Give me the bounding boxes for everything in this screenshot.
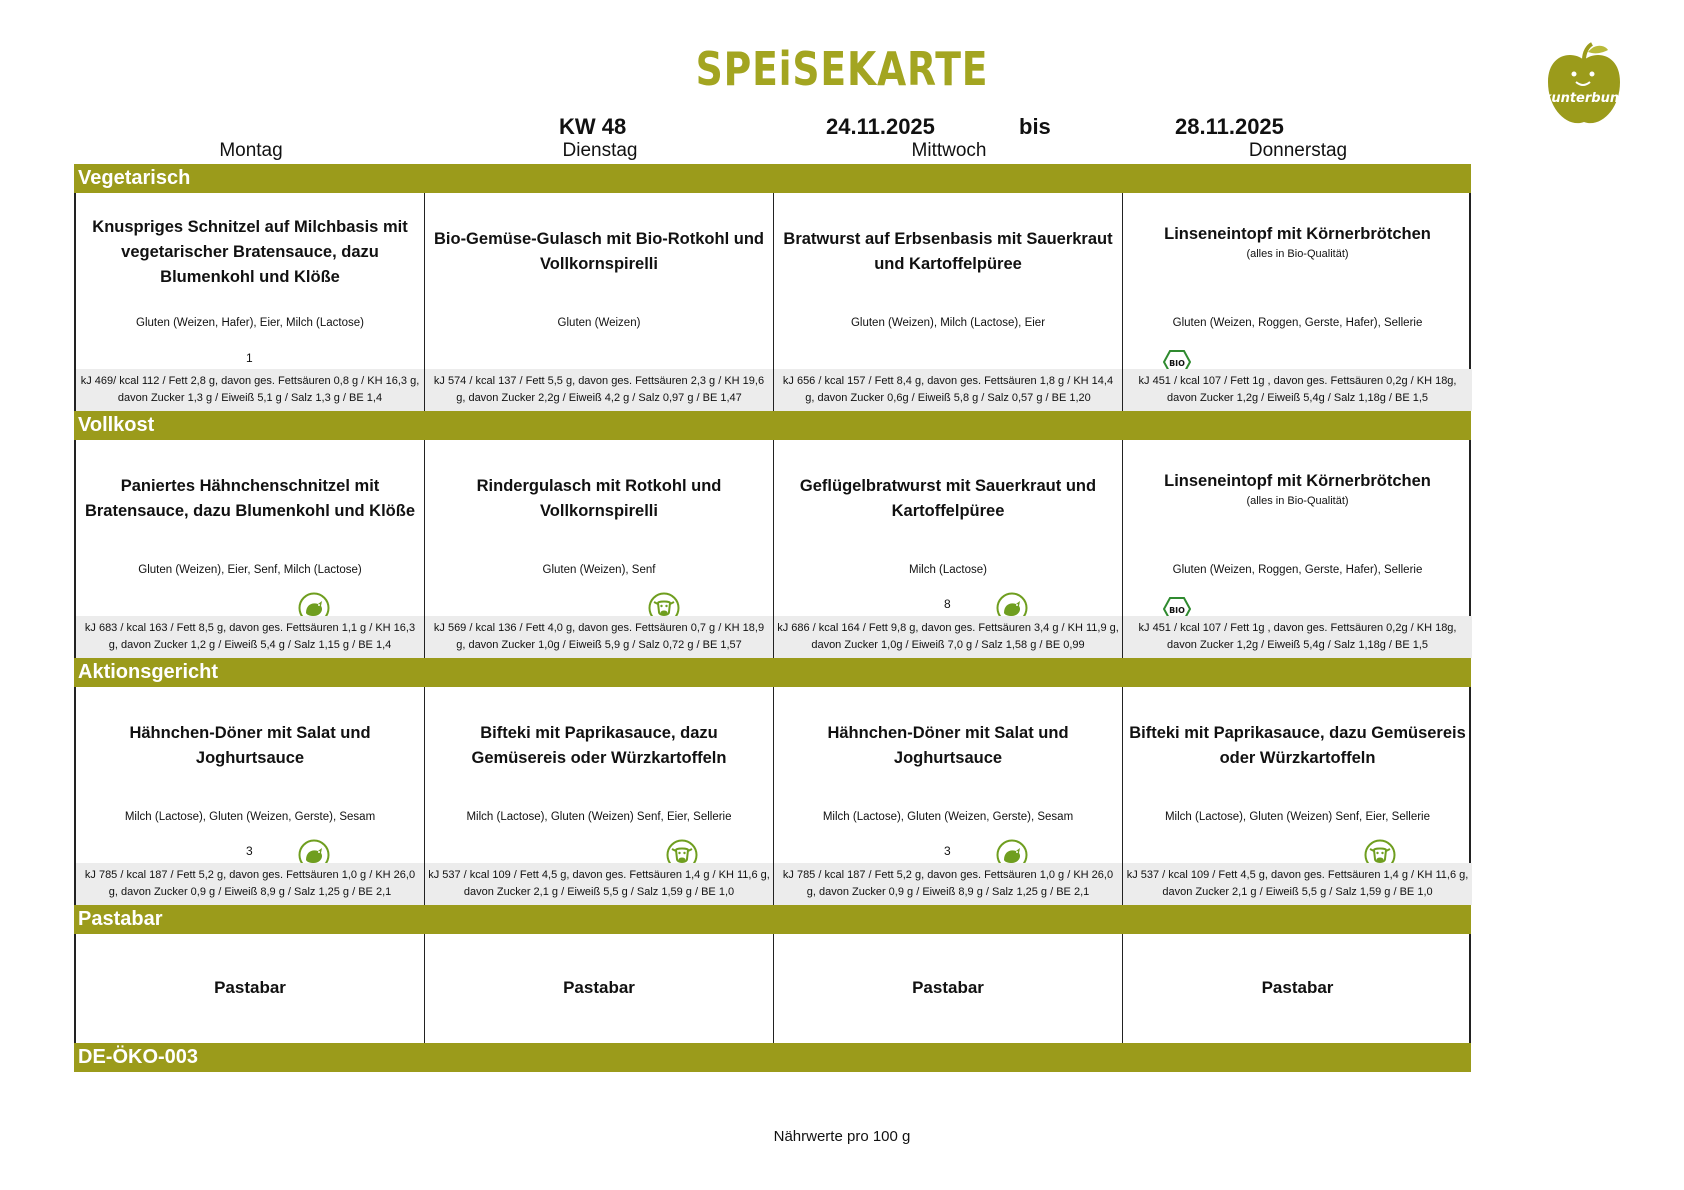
nutrition-info: kJ 785 / kcal 187 / Fett 5,2 g, davon ges. Fettsäuren 1,0 g / KH 26,0 g, davon Zucker 0,9 g / Eiweiß 8,9 g / Salz 1,25 g / BE 2,1 xyxy=(76,863,424,905)
category-vollkost: Vollkost xyxy=(74,411,1471,440)
menu-cell xyxy=(774,193,1123,411)
dish-name: Bifteki mit Paprikasauce, dazu Gemüsereis oder Würzkartoffeln xyxy=(471,724,727,767)
day-label-montag: Montag xyxy=(219,140,283,161)
allergens: Gluten (Weizen, Hafer), Eier, Milch (Lactose) xyxy=(136,317,364,329)
dish-name: Hähnchen-Döner mit Salat und Joghurtsauce xyxy=(129,724,371,767)
menu-cell xyxy=(76,934,425,1043)
menu-cell xyxy=(425,193,774,411)
nutrition-info: kJ 537 / kcal 109 / Fett 4,5 g, davon ges. Fettsäuren 1,4 g / KH 11,6 g, davon Zucker 2,1 g / Eiweiß 5,5 g / Salz 1,59 g / BE 1,0 xyxy=(425,863,773,905)
date-separator: bis xyxy=(1019,114,1051,139)
allergens: Gluten (Weizen, Roggen, Gerste, Hafer), Sellerie xyxy=(1172,564,1423,576)
dish-name: Pastabar xyxy=(912,978,984,997)
menu-cell xyxy=(1123,687,1472,905)
additive-number: 1 xyxy=(246,351,253,365)
bio-seal-text: BIO xyxy=(1169,359,1185,368)
additive-number: 8 xyxy=(944,597,951,611)
day-label-dienstag: Dienstag xyxy=(562,140,638,161)
apple-logo xyxy=(1542,42,1626,132)
certification-bar: DE-ÖKO-003 xyxy=(74,1043,1471,1072)
footer-note: Nährwerte pro 100 g xyxy=(773,1128,911,1145)
nutrition-info: kJ 569 / kcal 136 / Fett 4,0 g, davon ges. Fettsäuren 0,7 g / KH 18,9 g, davon Zucker 1,0g / Eiweiß 5,9 g / Salz 0,72 g / BE 1,57 xyxy=(425,616,773,658)
allergens: Milch (Lactose), Gluten (Weizen, Gerste), Sesam xyxy=(822,811,1074,823)
dish-name: Bratwurst auf Erbsenbasis mit Sauerkraut und Kartoffelpüree xyxy=(783,230,1113,273)
allergens: Milch (Lactose), Gluten (Weizen) Senf, Eier, Sellerie xyxy=(1164,811,1431,823)
nutrition-info: kJ 785 / kcal 187 / Fett 5,2 g, davon ges. Fettsäuren 1,0 g / KH 26,0 g, davon Zucker 0,9 g / Eiweiß 8,9 g / Salz 1,25 g / BE 2,1 xyxy=(774,863,1122,905)
menu-cell xyxy=(425,440,774,658)
nutrition-info: kJ 656 / kcal 157 / Fett 8,4 g, davon ges. Fettsäuren 1,8 g / KH 14,4 g, davon Zucker 0,6g / Eiweiß 5,8 g / Salz 0,57 g / BE 1,20 xyxy=(774,369,1122,411)
dish-name: Rindergulasch mit Rotkohl und Vollkornspirelli xyxy=(476,477,722,520)
date-from: 24.11.2025 xyxy=(826,114,935,139)
category-pastabar: Pastabar xyxy=(74,905,1471,934)
allergens: Milch (Lactose) xyxy=(909,564,987,576)
dish-name: Pastabar xyxy=(563,978,635,997)
nutrition-info: kJ 686 / kcal 164 / Fett 9,8 g, davon ges. Fettsäuren 3,4 g / KH 11,9 g, davon Zucker 1,0g / Eiweiß 7,0 g / Salz 1,58 g / BE 0,99 xyxy=(774,616,1122,658)
dish-name: Bifteki mit Paprikasauce, dazu Gemüsereis oder Würzkartoffeln xyxy=(1129,724,1466,767)
dish-name: Pastabar xyxy=(1261,978,1334,997)
nutrition-info: kJ 574 / kcal 137 / Fett 5,5 g, davon ges. Fettsäuren 2,3 g / KH 19,6 g, davon Zucker 2,2g / Eiweiß 4,2 g / Salz 0,97 g / BE 1,47 xyxy=(425,369,773,411)
nutrition-info: kJ 537 / kcal 109 / Fett 4,5 g, davon ges. Fettsäuren 1,4 g / KH 11,6 g, davon Zucker 2,1 g / Eiweiß 5,5 g / Salz 1,59 g / BE 1,0 xyxy=(1123,863,1472,905)
nutrition-info: kJ 469/ kcal 112 / Fett 2,8 g, davon ges. Fettsäuren 0,8 g / KH 16,3 g, davon Zucker 1,3 g / Eiweiß 5,1 g / Salz 1,3 g / BE 1,4 xyxy=(76,369,424,411)
category-vegetarisch: Vegetarisch xyxy=(74,164,1471,193)
nutrition-info: kJ 451 / kcal 107 / Fett 1g , davon ges. Fettsäuren 0,2g / KH 18g, davon Zucker 1,2g / Eiweiß 5,4g / Salz 1,18g / BE 1,5 xyxy=(1123,616,1472,658)
allergens: Gluten (Weizen) xyxy=(557,317,641,329)
dish-name: Hähnchen-Döner mit Salat und Joghurtsauce xyxy=(827,724,1069,767)
menu-table xyxy=(74,164,1471,1072)
dish-name: Linseneintopf mit Körnerbrötchen xyxy=(1164,472,1431,490)
additive-number: 3 xyxy=(944,844,951,858)
date-to: 28.11.2025 xyxy=(1175,114,1284,139)
calendar-week: KW 48 xyxy=(559,114,627,139)
menu-cell xyxy=(76,193,425,411)
logo-text: kunterbunt xyxy=(1542,91,1626,106)
row-aktionsgericht xyxy=(74,687,1471,905)
additive-number: 3 xyxy=(246,844,253,858)
dish-note: (alles in Bio-Qualität) xyxy=(1246,495,1349,507)
menu-cell xyxy=(76,687,425,905)
allergens: Gluten (Weizen, Roggen, Gerste, Hafer), Sellerie xyxy=(1172,317,1423,329)
allergens: Gluten (Weizen), Eier, Senf, Milch (Lactose) xyxy=(138,564,362,576)
page-title: SPEiSEKARTE xyxy=(695,42,989,96)
category-aktionsgericht: Aktionsgericht xyxy=(74,658,1471,687)
allergens: Milch (Lactose), Gluten (Weizen, Gerste), Sesam xyxy=(124,811,376,823)
row-vollkost xyxy=(74,440,1471,658)
menu-cell xyxy=(1123,440,1472,658)
dish-name: Linseneintopf mit Körnerbrötchen xyxy=(1164,225,1431,243)
menu-cell xyxy=(76,440,425,658)
menu-cell xyxy=(425,687,774,905)
dish-name: Geflügelbratwurst mit Sauerkraut und Kartoffelpüree xyxy=(799,477,1097,520)
dish-name: Bio-Gemüse-Gulasch mit Bio-Rotkohl und Vollkornspirelli xyxy=(433,230,764,273)
menu-cell xyxy=(774,934,1123,1043)
menu-cell xyxy=(1123,934,1472,1043)
allergens: Gluten (Weizen), Senf xyxy=(542,564,656,576)
day-label-donnerstag: Donnerstag xyxy=(1248,140,1348,161)
dish-name: Paniertes Hähnchenschnitzel mit Bratensauce, dazu Blumenkohl und Klöße xyxy=(84,477,416,520)
dish-note: (alles in Bio-Qualität) xyxy=(1246,248,1349,260)
allergens: Milch (Lactose), Gluten (Weizen) Senf, Eier, Sellerie xyxy=(466,811,732,823)
allergens: Gluten (Weizen), Milch (Lactose), Eier xyxy=(850,317,1046,329)
menu-cell xyxy=(774,440,1123,658)
menu-cell xyxy=(425,934,774,1043)
menu-cell xyxy=(1123,193,1472,411)
dish-name: Pastabar xyxy=(214,978,286,997)
nutrition-info: kJ 451 / kcal 107 / Fett 1g , davon ges. Fettsäuren 0,2g / KH 18g, davon Zucker 1,2g / Eiweiß 5,4g / Salz 1,18g / BE 1,5 xyxy=(1123,369,1472,411)
row-vegetarisch xyxy=(74,193,1471,411)
dish-name: Knuspriges Schnitzel auf Milchbasis mit vegetarischer Bratensauce, dazu Blumenkohl und Klöße xyxy=(92,218,408,286)
bio-seal-text: BIO xyxy=(1169,606,1185,615)
row-pastabar xyxy=(74,934,1471,1043)
nutrition-info: kJ 683 / kcal 163 / Fett 8,5 g, davon ges. Fettsäuren 1,1 g / KH 16,3 g, davon Zucker 1,2 g / Eiweiß 5,4 g / Salz 1,15 g / BE 1,4 xyxy=(76,616,424,658)
menu-cell xyxy=(774,687,1123,905)
day-label-mittwoch: Mittwoch xyxy=(911,140,987,161)
